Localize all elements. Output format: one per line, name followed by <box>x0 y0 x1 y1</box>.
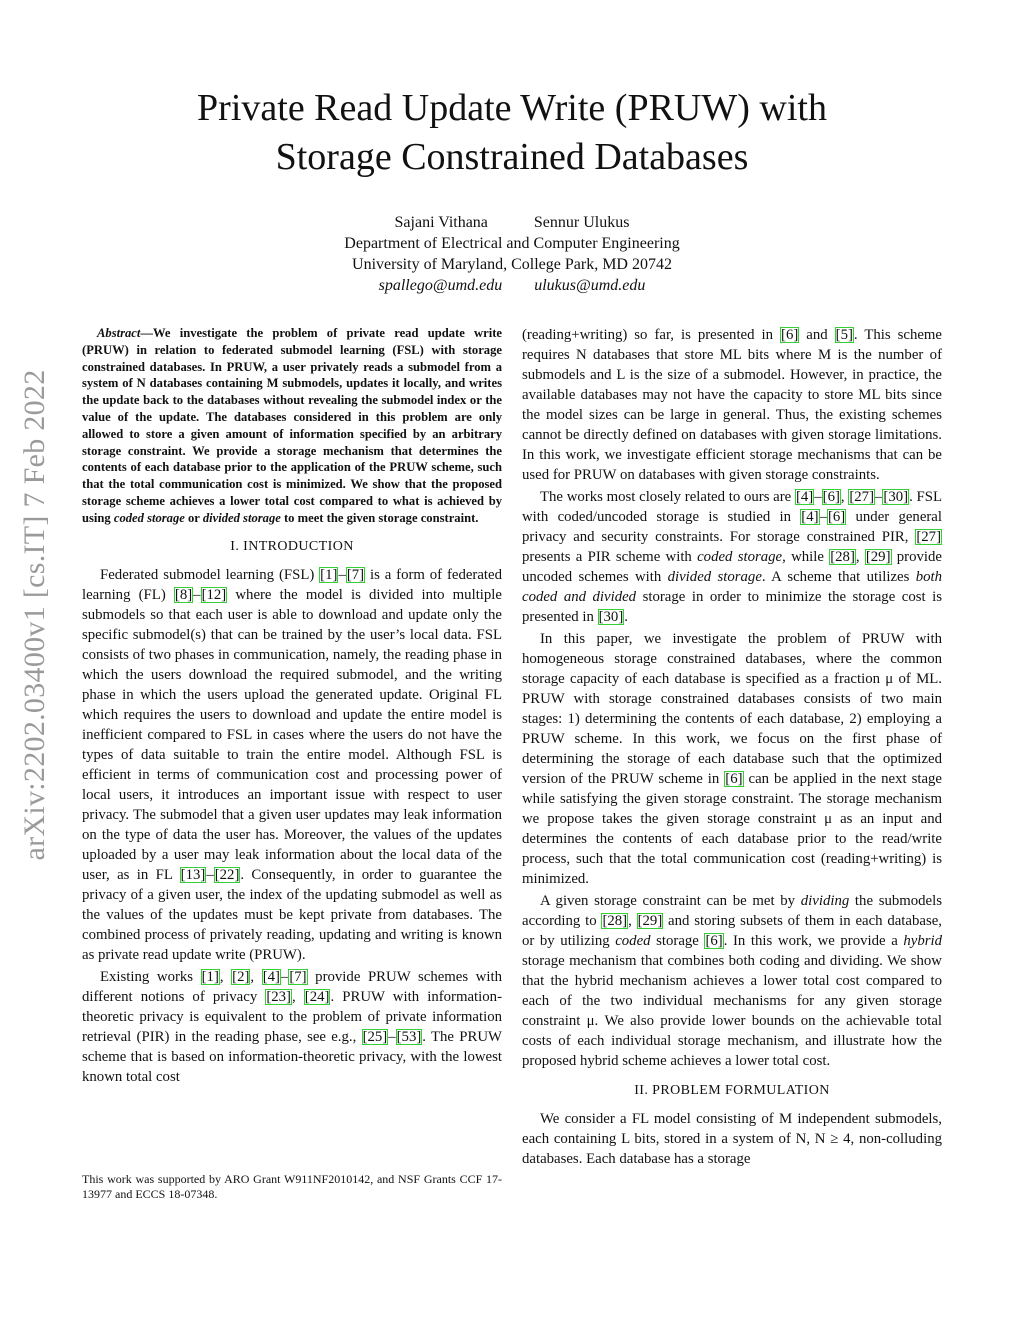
author-name: Sennur Ulukus <box>533 214 630 231</box>
citation-link[interactable]: [30] <box>883 489 909 505</box>
citation-link[interactable]: [22] <box>214 866 240 883</box>
citation-link[interactable]: [13] <box>180 866 206 883</box>
author-email[interactable]: spallego@umd.edu <box>378 277 503 294</box>
left-column <box>82 325 502 1089</box>
citation-link[interactable]: [1] <box>320 566 338 583</box>
paragraph: Existing works [1], [2], [4]–[7] provide PRUW schemes with different notions of privacy [23], [24]. PRUW with information-theoretic privacy is equivalent to the problem of private information retrieval (PIR) in the reading phase, see e.g., [25]–[53]. The PRUW scheme that is based on information-theoretic privacy, with the lowest known total cost <box>82 968 502 1085</box>
citation-link[interactable]: [6] <box>822 489 840 505</box>
citation-link[interactable]: [6] <box>827 509 846 525</box>
footnote: This work was supported by ARO Grant W911NF2010142, and NSF Grants CCF 17-13977 and ECCS 18-07348. <box>82 1172 502 1201</box>
citation-link[interactable]: [4] <box>795 489 814 505</box>
citation-link[interactable]: [27] <box>849 489 875 505</box>
citation-link[interactable]: [12] <box>201 586 227 603</box>
paper-title <box>0 84 1024 182</box>
citation-link[interactable]: [30] <box>598 609 624 625</box>
citation-link[interactable]: [29] <box>637 913 663 929</box>
paragraph: Federated submodel learning (FSL) [1]–[7] is a form of federated learning (FL) [8]–[12] where the model is divided into multiple submodels so that each user is able to download and update only the specific submodel(s) that can be trained by the user’s local data. FSL consists of two phases in communication, namely, the reading phase in which the users download the required submodel, and the writing phase in which the users upload the generated update. Original FL which requires the users to download and update the entire model is inefficient compared to FSL in cases where the users do not have the types of data suitable to train the entire model. Although FSL is efficient in terms of communication cost and processing power of local users, it introduces an important issue with respect to user privacy. The submodel that a given user updates may leak information on the type of data the user has. Moreover, the values of the updates uploaded by a user may leak information about the local data of the user, as in FL [13]–[22]. Consequently, in order to guarantee the privacy of a given user, the index of the updating submodel as well as the values of the updates must be kept private from databases. The combined process of privately reading, updating and writing is known as private read update write (PRUW). <box>82 566 502 963</box>
citation-link[interactable]: [2] <box>232 968 250 985</box>
citation-link[interactable]: [6] <box>781 327 799 343</box>
section-heading-introduction: I. INTRODUCTION <box>230 538 354 554</box>
title-line-2: Storage Constrained Databases <box>275 136 749 178</box>
citation-link[interactable]: [7] <box>289 968 307 985</box>
affiliation-department: Department of Electrical and Computer Engineering <box>344 235 680 252</box>
abstract: Abstract—We investigate the problem of private read update write (PRUW) in relation to federated submodel learning (FSL) with storage constrained databases. In PRUW, a user privately reads a submodel from a system of N databases containing M submodels, updates it locally, and writes the update back to the databases without revealing the submodel index or the value of the update. The databases considered in this problem are only allowed to store a given amount of information specified by an arbitrary storage constraint. We provide a storage mechanism that determines the contents of each database prior to the application of the PRUW scheme, such that the total communication cost is minimized. We show that the proposed storage scheme achieves a lower total cost compared to what is achieved by using coded storage or divided storage to meet the given storage constraint. <box>82 326 502 525</box>
citation-link[interactable]: [4] <box>262 968 280 985</box>
citation-link[interactable]: [5] <box>835 327 853 343</box>
paragraph: In this paper, we investigate the problem of PRUW with homogeneous storage constrained databases, where the common storage capacity of each database is specified as a fraction μ of ML. PRUW with storage constrained databases consists of two main stages: 1) determining the contents of each database, 2) employing a PRUW scheme. In this work, we focus on the first phase of determining the storage of each database such that the optimized version of the PRUW scheme in [6] can be applied in the next stage while satisfying the given storage constraint. The storage mechanism we propose takes the given storage constraint μ as an input and determines the contents of each database prior to the read/write process, such that the total communication cost (reading+writing) is minimized. <box>522 631 942 887</box>
paragraph: A given storage constraint can be met by dividing the submodels according to [28], [29] and storing subsets of them in each database, or by utilizing coded storage [6]. In this work, we provide a hybrid storage mechanism that combines both coding and dividing. We show that the hybrid mechanism achieves a lower total cost compared to each of the two individual mechanisms for any given storage constraint μ. We also provide lower bounds on the achievable total costs of each individual storage mechanism, and illustrate how the proposed hybrid scheme achieves a lower total cost. <box>522 893 942 1069</box>
title-line-1: Private Read Update Write (PRUW) with <box>197 87 827 129</box>
title-block <box>0 84 1024 296</box>
paragraph: The works most closely related to ours are [4]–[6], [27]–[30]. FSL with coded/uncoded storage is studied in [4]–[6] under general privacy and security constraints. For storage constrained PIR, [27] presents a PIR scheme with coded storage, while [28], [29] provide uncoded schemes with divided storage. A scheme that utilizes both coded and divided storage in order to minimize the storage cost is presented in [30]. <box>522 489 943 625</box>
citation-link[interactable]: [29] <box>865 549 891 565</box>
citation-link[interactable]: [53] <box>396 1028 422 1045</box>
arxiv-sidebar-stamp <box>10 345 60 885</box>
author-name: Sajani Vithana <box>394 214 488 231</box>
section-heading-problem-formulation: II. PROBLEM FORMULATION <box>634 1083 830 1098</box>
citation-link[interactable]: [1] <box>201 968 219 985</box>
paragraph: We consider a FL model consisting of M independent submodels, each containing L bits, stored in a system of N, N ≥ 4, non-colluding databases. Each database has a storage <box>522 1111 942 1167</box>
author-block <box>0 212 1024 296</box>
arxiv-identifier: arXiv:2202.03400v1 [cs.IT] 7 Feb 2022 <box>18 369 51 861</box>
citation-link[interactable]: [8] <box>174 586 193 603</box>
citation-link[interactable]: [6] <box>725 771 743 787</box>
citation-link[interactable]: [23] <box>266 988 291 1005</box>
citation-link[interactable]: [7] <box>346 566 365 583</box>
author-email[interactable]: ulukus@umd.edu <box>534 277 646 294</box>
right-column <box>522 325 942 1171</box>
citation-link[interactable]: [4] <box>801 509 819 525</box>
citation-link[interactable]: [28] <box>830 549 855 565</box>
affiliation-university: University of Maryland, College Park, MD 20742 <box>352 256 672 273</box>
citation-link[interactable]: [24] <box>304 988 330 1005</box>
citation-link[interactable]: [27] <box>916 529 941 545</box>
citation-link[interactable]: [6] <box>705 933 723 949</box>
citation-link[interactable]: [28] <box>602 913 628 929</box>
citation-link[interactable]: [25] <box>362 1028 388 1045</box>
paragraph: (reading+writing) so far, is presented in [6] and [5]. This scheme requires N databases that store ML bits where M is the number of submodels and L is the size of a submodel. However, in practice, the available databases may not have the capacity to store ML bits since the model sizes can be large in general. Thus, the existing schemes cannot be directly defined on databases with given storage limitations. In this work, we investigate efficient storage mechanisms that can be used for PRUW on databases with given storage constraints. <box>522 327 942 483</box>
